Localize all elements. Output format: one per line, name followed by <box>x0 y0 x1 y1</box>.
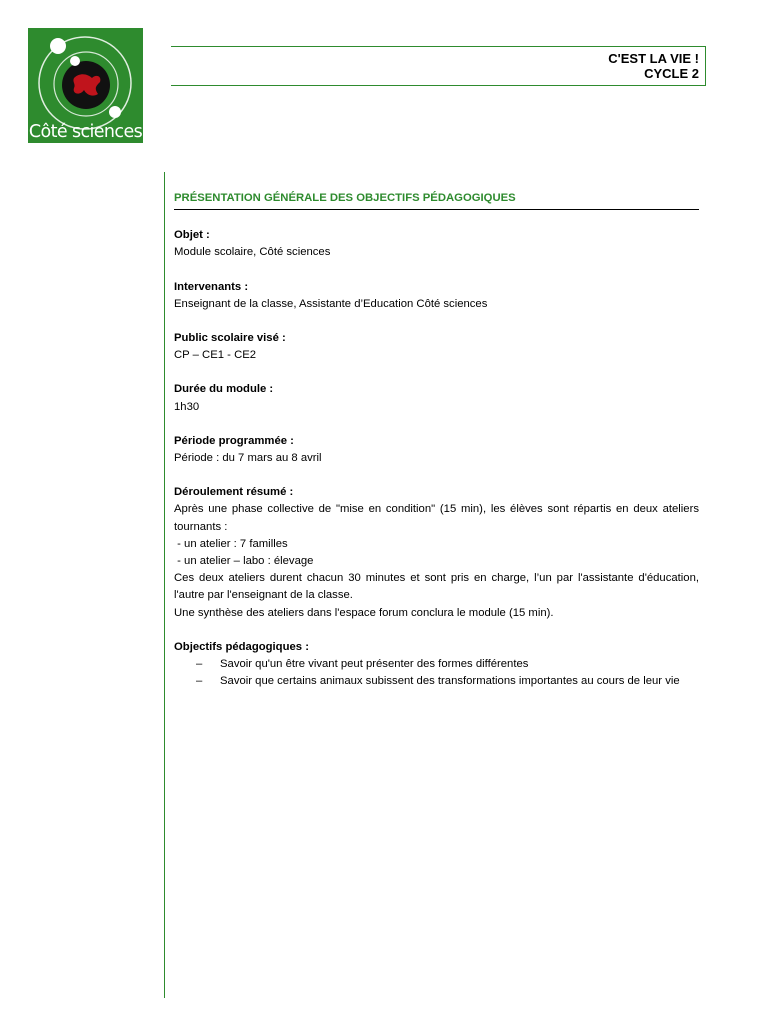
list-item <box>174 656 699 673</box>
list-item-text: Savoir que certains animaux subissent des transformations importantes au cours de leur vie <box>220 675 680 688</box>
header-title-line2: CYCLE 2 <box>644 66 699 81</box>
objectifs-label: Objectifs pédagogiques : <box>174 640 309 653</box>
list-item-text: Savoir qu'un être vivant peut présenter des formes différentes <box>220 658 529 671</box>
deroulement-label: Déroulement résumé : <box>174 486 294 499</box>
duree-value: 1h30 <box>174 400 200 413</box>
objet-value: Module scolaire, Côté sciences <box>174 246 331 259</box>
logo-text: Côté sciences <box>28 122 143 142</box>
intervenants-label: Intervenants : <box>174 280 249 293</box>
periode-block <box>174 433 699 467</box>
header-title-line1: C'EST LA VIE ! <box>608 51 699 66</box>
public-label: Public scolaire visé : <box>174 332 286 345</box>
deroulement-conclusion: Une synthèse des ateliers dans l'espace forum conclura le module (15 min). <box>174 606 554 619</box>
objectifs-list <box>174 656 699 690</box>
deroulement-item: - un atelier : 7 familles <box>174 537 288 550</box>
objet-block <box>174 227 699 261</box>
deroulement-block <box>174 484 699 622</box>
cote-sciences-logo <box>28 28 143 143</box>
intervenants-block <box>174 279 699 313</box>
public-value: CP – CE1 - CE2 <box>174 349 257 362</box>
objet-label: Objet : <box>174 229 210 242</box>
objectifs-block <box>174 639 699 691</box>
dash-bullet: – <box>196 675 203 688</box>
deroulement-para: Ces deux ateliers durent chacun 30 minutes et sont pris en charge, l’un par l'assistante d'éducation, l'autre par l'enseignant de la classe. <box>174 572 699 602</box>
deroulement-intro: Après une phase collective de "mise en condition" (15 min), les élèves sont répartis en deux ateliers tournants : <box>174 503 699 533</box>
periode-label: Période programmée : <box>174 434 294 447</box>
duree-label: Durée du module : <box>174 383 274 396</box>
intervenants-value: Enseignant de la classe, Assistante d’Education Côté sciences <box>174 297 488 310</box>
duree-block <box>174 381 699 415</box>
list-item <box>174 673 699 690</box>
public-block <box>174 330 699 364</box>
margin-rule <box>164 172 165 998</box>
periode-value: Période : du 7 mars au 8 avril <box>174 452 322 465</box>
section-title: PRÉSENTATION GÉNÉRALE DES OBJECTIFS PÉDAGOGIQUES <box>174 190 699 210</box>
deroulement-item: - un atelier – labo : élevage <box>174 555 314 568</box>
document-header <box>171 46 706 86</box>
dash-bullet: – <box>196 658 203 671</box>
header-title <box>608 51 699 81</box>
document-body <box>174 190 699 707</box>
